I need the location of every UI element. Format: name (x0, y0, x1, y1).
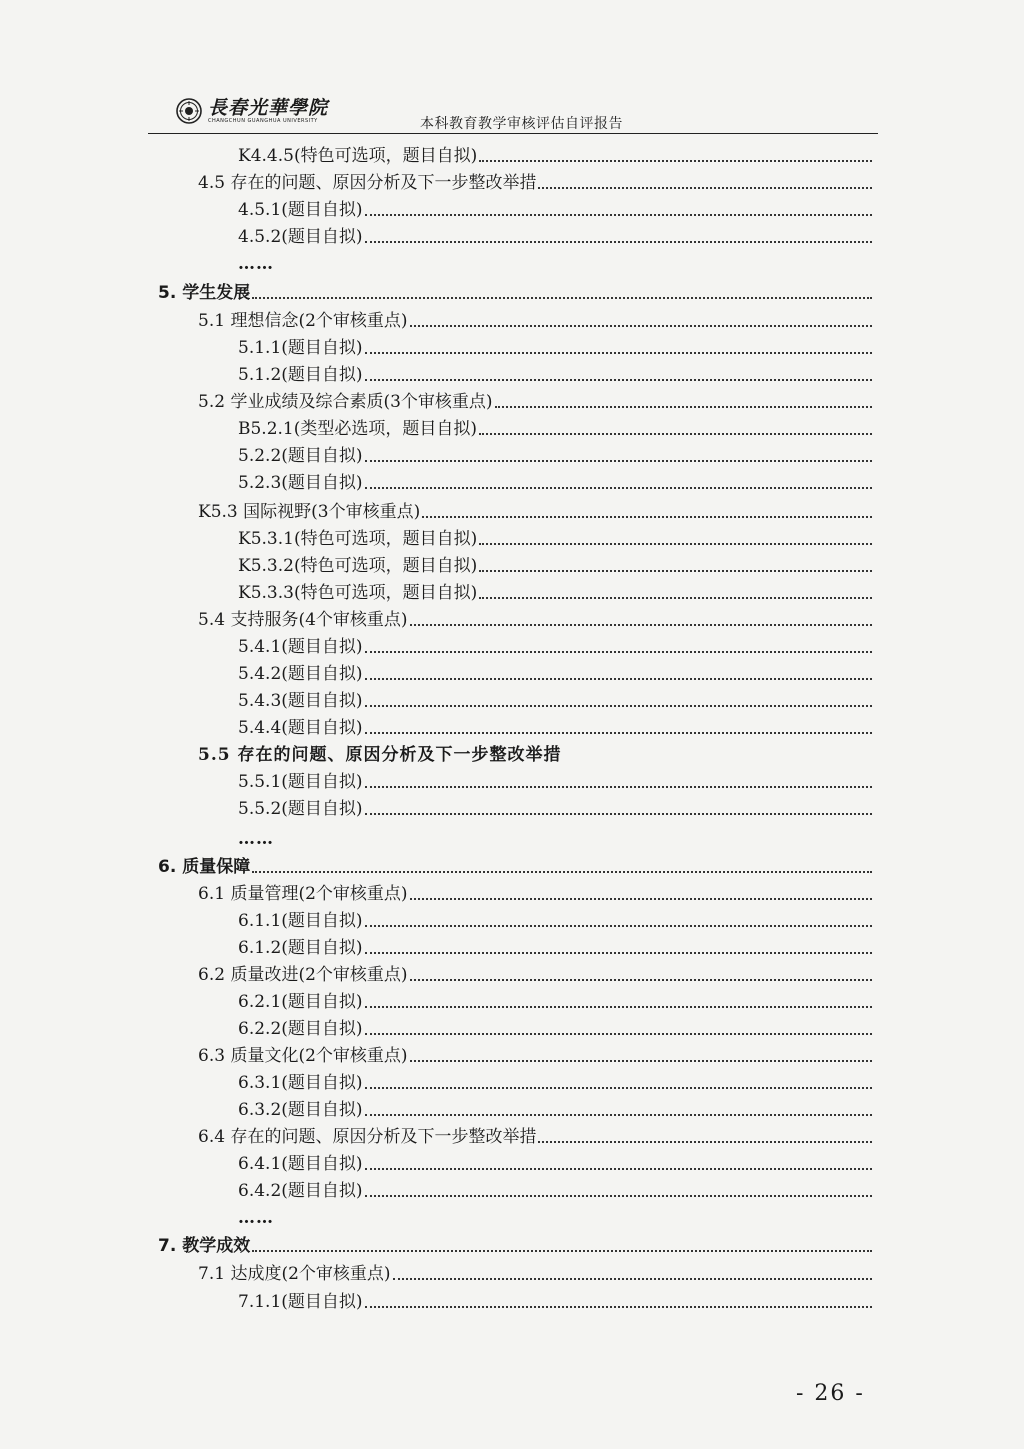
dot-leader (495, 406, 872, 408)
toc-subsection (150, 440, 872, 467)
toc-entry-label: 6.1.1(题目自拟) (238, 911, 363, 931)
toc-section (150, 959, 872, 986)
dot-leader (479, 433, 872, 435)
toc-subsection (150, 550, 872, 577)
toc-entry-label: 6.2 质量改进(2个审核重点) (198, 965, 408, 985)
school-english-name: CHANGCHUN GUANGHUA UNIVERSITY (208, 117, 318, 124)
toc-entry-label: 6.2.1(题目自拟) (238, 992, 363, 1012)
toc-entry-label: 5.4.4(题目自拟) (238, 718, 363, 738)
dot-leader (538, 187, 872, 189)
toc-subsection (150, 823, 872, 850)
dot-leader (365, 214, 872, 216)
toc-entry-label: K5.3 国际视野(3个审核重点) (198, 502, 421, 522)
toc-subsection (150, 712, 872, 739)
dot-leader (365, 1195, 872, 1197)
dot-leader (365, 705, 872, 707)
toc-subsection (150, 1013, 872, 1040)
dot-leader (365, 651, 872, 653)
toc-entry-label: 5.5.1(题目自拟) (238, 772, 363, 792)
toc-entry-label: 5.1.2(题目自拟) (238, 365, 363, 385)
header-divider (148, 133, 878, 134)
toc-section (150, 878, 872, 905)
dot-leader (479, 597, 872, 599)
toc-subsection (150, 766, 872, 793)
toc-section (150, 496, 872, 523)
dot-leader (422, 516, 872, 518)
toc-entry-label: 4.5.2(题目自拟) (238, 227, 363, 247)
dot-leader (410, 325, 872, 327)
toc-entry-label: 5.5.2(题目自拟) (238, 799, 363, 819)
toc-section (150, 604, 872, 631)
dot-leader (365, 786, 872, 788)
dot-leader (393, 1278, 872, 1280)
toc-chapter (150, 851, 872, 878)
dot-leader (479, 570, 872, 572)
dot-leader (365, 1168, 872, 1170)
toc-subsection (150, 631, 872, 658)
dot-leader (479, 543, 872, 545)
toc-entry-label: …… (238, 1208, 274, 1228)
dot-leader (365, 732, 872, 734)
toc-entry-label: 5.2 学业成绩及综合素质(3个审核重点) (198, 392, 493, 412)
toc-entry-label: 6.1.2(题目自拟) (238, 938, 363, 958)
page-number: - 26 - (796, 1381, 865, 1406)
dot-leader (365, 678, 872, 680)
toc-entry-label: 5.5 存在的问题、原因分析及下一步整改举措 (198, 745, 562, 765)
toc-section (150, 1040, 872, 1067)
toc-entry-label: 5.1 理想信念(2个审核重点) (198, 311, 408, 331)
toc-subsection (150, 248, 872, 275)
toc-entry-label: 5.2.3(题目自拟) (238, 473, 363, 493)
toc-subsection (150, 221, 872, 248)
toc-subsection (150, 1094, 872, 1121)
dot-leader (365, 1033, 872, 1035)
toc-section (150, 739, 872, 766)
dot-leader (410, 624, 872, 626)
dot-leader (365, 952, 872, 954)
toc-entry-label: 5.2.2(题目自拟) (238, 446, 363, 466)
toc-entry-label: B5.2.1(类型必选项，题目自拟) (238, 419, 478, 439)
toc-entry-label: K4.4.5(特色可选项，题目自拟) (238, 146, 478, 166)
toc-subsection (150, 793, 872, 820)
report-title: 本科教育教学审核评估自评报告 (420, 116, 623, 132)
dot-leader (365, 1006, 872, 1008)
toc-entry-label: 6.3 质量文化(2个审核重点) (198, 1046, 408, 1066)
toc-section (150, 1121, 872, 1148)
toc-subsection (150, 1175, 872, 1202)
dot-leader (365, 460, 872, 462)
toc-subsection (150, 140, 872, 167)
page-header (148, 92, 878, 134)
dot-leader (252, 1250, 872, 1252)
dot-leader (365, 1114, 872, 1116)
toc-section (150, 167, 872, 194)
toc-entry-label: 7.1 达成度(2个审核重点) (198, 1264, 391, 1284)
dot-leader (410, 898, 872, 900)
dot-leader (365, 352, 872, 354)
toc-entry-label: 6.4 存在的问题、原因分析及下一步整改举措 (198, 1127, 537, 1147)
school-emblem-icon (176, 98, 202, 124)
dot-leader (252, 871, 872, 873)
dot-leader (365, 813, 872, 815)
dot-leader (538, 1141, 872, 1143)
toc-entry-label: 5.4.1(题目自拟) (238, 637, 363, 657)
dot-leader (252, 297, 872, 299)
toc-entry-label: …… (238, 254, 274, 274)
dot-leader (365, 1306, 872, 1308)
toc-entry-label: K5.3.1(特色可选项，题目自拟) (238, 529, 478, 549)
dot-leader (365, 241, 872, 243)
dot-leader (365, 925, 872, 927)
toc-subsection (150, 1286, 872, 1313)
toc-entry-label: …… (238, 829, 274, 849)
dot-leader (410, 1060, 872, 1062)
dot-leader (365, 487, 872, 489)
toc-subsection (150, 1067, 872, 1094)
toc-subsection (150, 413, 872, 440)
toc-section (150, 305, 872, 332)
toc-subsection (150, 986, 872, 1013)
school-logo (176, 94, 328, 128)
toc-subsection (150, 332, 872, 359)
toc-subsection (150, 658, 872, 685)
dot-leader (365, 1087, 872, 1089)
toc-entry-label: 4.5.1(题目自拟) (238, 200, 363, 220)
toc-entry-label: 5.4.2(题目自拟) (238, 664, 363, 684)
toc-entry-label: 6.1 质量管理(2个审核重点) (198, 884, 408, 904)
toc-subsection (150, 359, 872, 386)
toc-entry-label: 6.4.2(题目自拟) (238, 1181, 363, 1201)
toc-entry-label: 6.3.1(题目自拟) (238, 1073, 363, 1093)
toc-section (150, 386, 872, 413)
dot-leader (479, 160, 872, 162)
dot-leader (365, 379, 872, 381)
toc-entry-label: K5.3.2(特色可选项，题目自拟) (238, 556, 478, 576)
toc-subsection (150, 932, 872, 959)
toc-subsection (150, 523, 872, 550)
toc-entry-label: 6.4.1(题目自拟) (238, 1154, 363, 1174)
toc-entry-label: 5.1.1(题目自拟) (238, 338, 363, 358)
toc-entry-label: 6.2.2(题目自拟) (238, 1019, 363, 1039)
toc-chapter (150, 1230, 872, 1257)
toc-chapter (150, 277, 872, 304)
toc-subsection (150, 905, 872, 932)
toc-subsection (150, 685, 872, 712)
toc-section (150, 1258, 872, 1285)
school-name: 長春光華學院 (208, 96, 329, 119)
toc-entry-label: 5.4.3(题目自拟) (238, 691, 363, 711)
toc-entry-label: 5.4 支持服务(4个审核重点) (198, 610, 408, 630)
toc-entry-label: 7. 教学成效 (158, 1236, 251, 1256)
toc-entry-label: 5. 学生发展 (158, 283, 251, 303)
dot-leader (410, 979, 872, 981)
toc-subsection (150, 577, 872, 604)
toc-entry-label: 6. 质量保障 (158, 857, 251, 877)
toc-subsection (150, 467, 872, 494)
toc-subsection (150, 1148, 872, 1175)
toc-entry-label: 4.5 存在的问题、原因分析及下一步整改举措 (198, 173, 537, 193)
toc-entry-label: 7.1.1(题目自拟) (238, 1292, 363, 1312)
toc-entry-label: K5.3.3(特色可选项，题目自拟) (238, 583, 478, 603)
toc-subsection (150, 1202, 872, 1229)
toc-subsection (150, 194, 872, 221)
toc-entry-label: 6.3.2(题目自拟) (238, 1100, 363, 1120)
